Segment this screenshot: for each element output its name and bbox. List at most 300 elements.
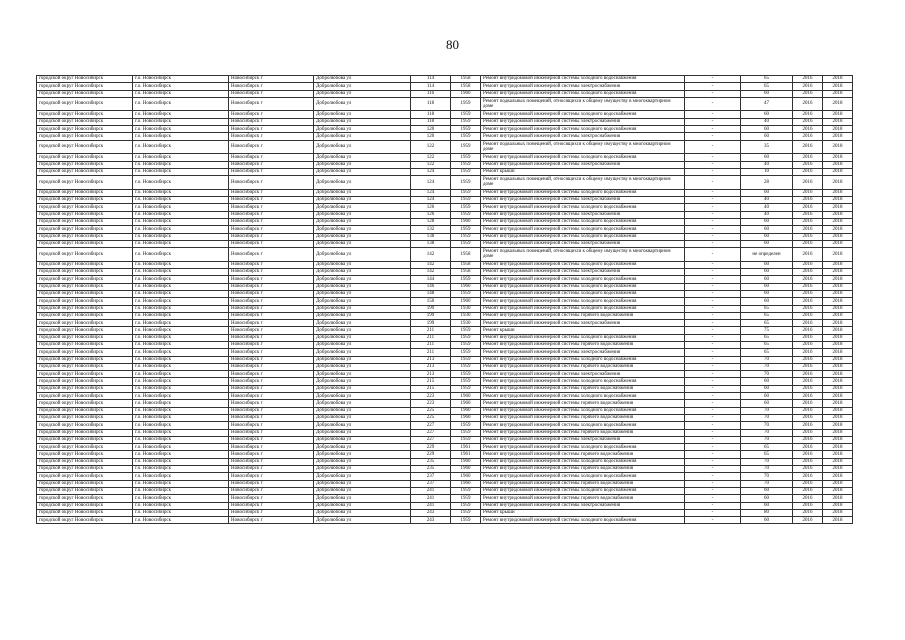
district-cell: г.о. Новосибирск xyxy=(133,487,229,494)
city-cell: Новосибирск г xyxy=(229,414,314,421)
city-cell: Новосибирск г xyxy=(229,126,314,133)
district-cell: г.о. Новосибирск xyxy=(133,385,229,392)
table-row xyxy=(37,276,853,283)
year-built-cell: 1959 xyxy=(451,168,481,175)
dash-cell: - xyxy=(685,495,741,502)
table-row xyxy=(37,466,853,473)
year-built-cell: 1959 xyxy=(451,436,481,443)
municipality-cell: городской округ Новосибирск xyxy=(37,298,133,305)
value-cell: 40 xyxy=(741,161,793,168)
district-cell: г.о. Новосибирск xyxy=(133,126,229,133)
city-cell: Новосибирск г xyxy=(229,400,314,407)
dash-cell: - xyxy=(685,261,741,268)
year-built-cell: 1959 xyxy=(451,509,481,516)
work-type-cell: Ремонт внутридомовой инженерной системы горячего водоснабжения xyxy=(481,466,685,473)
house-number-cell: 229 xyxy=(411,451,451,458)
house-number-cell: 237 xyxy=(411,480,451,487)
table-row xyxy=(37,444,853,451)
district-cell: г.о. Новосибирск xyxy=(133,502,229,509)
street-cell: Добролюбова ул xyxy=(314,458,411,465)
street-cell: Добролюбова ул xyxy=(314,356,411,363)
table-row xyxy=(37,83,853,90)
value-cell: 40 xyxy=(741,204,793,211)
house-number-cell: 213 xyxy=(411,363,451,370)
municipality-cell: городской округ Новосибирск xyxy=(37,176,133,190)
municipality-cell: городской округ Новосибирск xyxy=(37,111,133,118)
street-cell: Добролюбова ул xyxy=(314,305,411,312)
municipality-cell: городской округ Новосибирск xyxy=(37,487,133,494)
street-cell: Добролюбова ул xyxy=(314,320,411,327)
end-year-cell: 2018 xyxy=(823,327,853,334)
table-row xyxy=(37,349,853,356)
year-built-cell: 1959 xyxy=(451,341,481,348)
municipality-cell: городской округ Новосибирск xyxy=(37,407,133,414)
work-type-cell: Ремонт подвальных помещений, относящихся к общему имуществу в многоквартирном доме xyxy=(481,248,685,262)
value-cell: 65 xyxy=(741,334,793,341)
street-cell: Добролюбова ул xyxy=(314,429,411,436)
year-built-cell: 1959 xyxy=(451,176,481,190)
value-cell: 60 xyxy=(741,126,793,133)
dash-cell: - xyxy=(685,189,741,196)
district-cell: г.о. Новосибирск xyxy=(133,111,229,118)
value-cell: 70 xyxy=(741,466,793,473)
start-year-cell: 2016 xyxy=(793,168,823,175)
street-cell: Добролюбова ул xyxy=(314,414,411,421)
value-cell: 35 xyxy=(741,140,793,154)
street-cell: Добролюбова ул xyxy=(314,204,411,211)
dash-cell: - xyxy=(685,269,741,276)
house-number-cell: 199 xyxy=(411,320,451,327)
end-year-cell: 2018 xyxy=(823,248,853,262)
value-cell: 60 xyxy=(741,261,793,268)
city-cell: Новосибирск г xyxy=(229,487,314,494)
house-number-cell: 124 xyxy=(411,168,451,175)
end-year-cell: 2018 xyxy=(823,495,853,502)
dash-cell: - xyxy=(685,400,741,407)
end-year-cell: 2018 xyxy=(823,97,853,111)
year-built-cell: 1959 xyxy=(451,154,481,161)
value-cell: 60 xyxy=(741,226,793,233)
value-cell: 75 xyxy=(741,327,793,334)
table-row xyxy=(37,495,853,502)
street-cell: Добролюбова ул xyxy=(314,298,411,305)
house-number-cell: 120 xyxy=(411,133,451,140)
value-cell: 70 xyxy=(741,473,793,480)
dash-cell: - xyxy=(685,298,741,305)
house-number-cell: 227 xyxy=(411,422,451,429)
year-built-cell: 1959 xyxy=(451,118,481,125)
start-year-cell: 2016 xyxy=(793,261,823,268)
table-row xyxy=(37,422,853,429)
start-year-cell: 2016 xyxy=(793,305,823,312)
work-type-cell: Ремонт внутридомовой инженерной системы электроснабжения xyxy=(481,371,685,378)
municipality-cell: городской округ Новосибирск xyxy=(37,204,133,211)
start-year-cell: 2016 xyxy=(793,126,823,133)
district-cell: г.о. Новосибирск xyxy=(133,176,229,190)
municipality-cell: городской округ Новосибирск xyxy=(37,458,133,465)
year-built-cell: 1959 xyxy=(451,276,481,283)
year-built-cell: 1959 xyxy=(451,197,481,204)
dash-cell: - xyxy=(685,140,741,154)
house-number-cell: 142 xyxy=(411,248,451,262)
start-year-cell: 2016 xyxy=(793,341,823,348)
year-built-cell: 1959 xyxy=(451,429,481,436)
year-built-cell: 1959 xyxy=(451,126,481,133)
dash-cell: - xyxy=(685,168,741,175)
value-cell: 70 xyxy=(741,356,793,363)
work-type-cell: Ремонт внутридомовой инженерной системы электроснабжения xyxy=(481,502,685,509)
district-cell: г.о. Новосибирск xyxy=(133,83,229,90)
city-cell: Новосибирск г xyxy=(229,393,314,400)
value-cell: 47 xyxy=(741,97,793,111)
value-cell: 65 xyxy=(741,444,793,451)
year-built-cell: 1960 xyxy=(451,480,481,487)
end-year-cell: 2018 xyxy=(823,111,853,118)
district-cell: г.о. Новосибирск xyxy=(133,283,229,290)
dash-cell: - xyxy=(685,407,741,414)
end-year-cell: 2018 xyxy=(823,356,853,363)
year-built-cell: 1959 xyxy=(451,495,481,502)
value-cell: 60 xyxy=(741,400,793,407)
end-year-cell: 2018 xyxy=(823,407,853,414)
house-number-cell: 241 xyxy=(411,487,451,494)
work-type-cell: Ремонт внутридомовой инженерной системы электроснабжения xyxy=(481,349,685,356)
district-cell: г.о. Новосибирск xyxy=(133,444,229,451)
street-cell: Добролюбова ул xyxy=(314,83,411,90)
table-row xyxy=(37,248,853,262)
work-type-cell: Ремонт внутридомовой инженерной системы холодного водоснабжения xyxy=(481,283,685,290)
street-cell: Добролюбова ул xyxy=(314,197,411,204)
end-year-cell: 2018 xyxy=(823,204,853,211)
start-year-cell: 2016 xyxy=(793,133,823,140)
dash-cell: - xyxy=(685,473,741,480)
city-cell: Новосибирск г xyxy=(229,466,314,473)
city-cell: Новосибирск г xyxy=(229,312,314,319)
work-type-cell: Ремонт внутридомовой инженерной системы холодного водоснабжения xyxy=(481,261,685,268)
year-built-cell: 1959 xyxy=(451,240,481,247)
municipality-cell: городской округ Новосибирск xyxy=(37,385,133,392)
work-type-cell: Ремонт крыши xyxy=(481,168,685,175)
street-cell: Добролюбова ул xyxy=(314,393,411,400)
city-cell: Новосибирск г xyxy=(229,451,314,458)
city-cell: Новосибирск г xyxy=(229,502,314,509)
house-number-cell: 128 xyxy=(411,218,451,225)
municipality-cell: городской округ Новосибирск xyxy=(37,436,133,443)
value-cell: 60 xyxy=(741,276,793,283)
municipality-cell: городской округ Новосибирск xyxy=(37,83,133,90)
house-number-cell: 150 xyxy=(411,298,451,305)
municipality-cell: городской округ Новосибирск xyxy=(37,422,133,429)
street-cell: Добролюбова ул xyxy=(314,312,411,319)
year-built-cell: 1959 xyxy=(451,487,481,494)
table-row xyxy=(37,76,853,83)
dash-cell: - xyxy=(685,451,741,458)
municipality-cell: городской округ Новосибирск xyxy=(37,341,133,348)
street-cell: Добролюбова ул xyxy=(314,334,411,341)
city-cell: Новосибирск г xyxy=(229,83,314,90)
start-year-cell: 2016 xyxy=(793,197,823,204)
city-cell: Новосибирск г xyxy=(229,385,314,392)
dash-cell: - xyxy=(685,233,741,240)
work-type-cell: Ремонт внутридомовой инженерной системы холодного водоснабжения xyxy=(481,189,685,196)
district-cell: г.о. Новосибирск xyxy=(133,334,229,341)
start-year-cell: 2016 xyxy=(793,290,823,297)
table-row xyxy=(37,197,853,204)
house-number-cell: 138 xyxy=(411,240,451,247)
street-cell: Добролюбова ул xyxy=(314,211,411,218)
street-cell: Добролюбова ул xyxy=(314,168,411,175)
table-row xyxy=(37,298,853,305)
house-number-cell: 120 xyxy=(411,126,451,133)
work-type-cell: Ремонт внутридомовой инженерной системы горячего водоснабжения xyxy=(481,495,685,502)
end-year-cell: 2018 xyxy=(823,466,853,473)
year-built-cell: 1959 xyxy=(451,140,481,154)
work-type-cell: Ремонт крыши xyxy=(481,509,685,516)
municipality-cell: городской округ Новосибирск xyxy=(37,400,133,407)
value-cell: 60 xyxy=(741,298,793,305)
house-number-cell: 215 xyxy=(411,378,451,385)
street-cell: Добролюбова ул xyxy=(314,97,411,111)
city-cell: Новосибирск г xyxy=(229,168,314,175)
year-built-cell: 1959 xyxy=(451,334,481,341)
street-cell: Добролюбова ул xyxy=(314,327,411,334)
start-year-cell: 2016 xyxy=(793,240,823,247)
dash-cell: - xyxy=(685,393,741,400)
dash-cell: - xyxy=(685,226,741,233)
municipality-cell: городской округ Новосибирск xyxy=(37,334,133,341)
city-cell: Новосибирск г xyxy=(229,444,314,451)
street-cell: Добролюбова ул xyxy=(314,451,411,458)
street-cell: Добролюбова ул xyxy=(314,176,411,190)
start-year-cell: 2016 xyxy=(793,487,823,494)
city-cell: Новосибирск г xyxy=(229,327,314,334)
work-type-cell: Ремонт внутридомовой инженерной системы холодного водоснабжения xyxy=(481,154,685,161)
municipality-cell: городской округ Новосибирск xyxy=(37,429,133,436)
year-built-cell: 1959 xyxy=(451,111,481,118)
year-built-cell: 1959 xyxy=(451,226,481,233)
city-cell: Новосибирск г xyxy=(229,261,314,268)
dash-cell: - xyxy=(685,176,741,190)
dash-cell: - xyxy=(685,502,741,509)
city-cell: Новосибирск г xyxy=(229,495,314,502)
year-built-cell: 1930 xyxy=(451,320,481,327)
house-number-cell: 235 xyxy=(411,466,451,473)
year-built-cell: 1959 xyxy=(451,356,481,363)
table-row xyxy=(37,480,853,487)
start-year-cell: 2016 xyxy=(793,248,823,262)
end-year-cell: 2018 xyxy=(823,414,853,421)
district-cell: г.о. Новосибирск xyxy=(133,451,229,458)
work-type-cell: Ремонт внутридомовой инженерной системы холодного водоснабжения xyxy=(481,378,685,385)
city-cell: Новосибирск г xyxy=(229,189,314,196)
street-cell: Добролюбова ул xyxy=(314,90,411,97)
house-number-cell: 126 xyxy=(411,204,451,211)
value-cell: 65 xyxy=(741,305,793,312)
value-cell: 65 xyxy=(741,320,793,327)
dash-cell: - xyxy=(685,429,741,436)
city-cell: Новосибирск г xyxy=(229,90,314,97)
value-cell: 60 xyxy=(741,233,793,240)
year-built-cell: 1960 xyxy=(451,473,481,480)
municipality-cell: городской округ Новосибирск xyxy=(37,261,133,268)
dash-cell: - xyxy=(685,327,741,334)
house-number-cell: 211 xyxy=(411,327,451,334)
start-year-cell: 2016 xyxy=(793,400,823,407)
year-built-cell: 1959 xyxy=(451,97,481,111)
work-type-cell: Ремонт внутридомовой инженерной системы электроснабжения xyxy=(481,118,685,125)
table-row xyxy=(37,429,853,436)
dash-cell: - xyxy=(685,436,741,443)
municipality-cell: городской округ Новосибирск xyxy=(37,133,133,140)
work-type-cell: Ремонт внутридомовой инженерной системы горячего водоснабжения xyxy=(481,429,685,436)
value-cell: 60 xyxy=(741,111,793,118)
municipality-cell: городской округ Новосибирск xyxy=(37,517,133,524)
end-year-cell: 2018 xyxy=(823,349,853,356)
district-cell: г.о. Новосибирск xyxy=(133,90,229,97)
district-cell: г.о. Новосибирск xyxy=(133,422,229,429)
district-cell: г.о. Новосибирск xyxy=(133,320,229,327)
dash-cell: - xyxy=(685,517,741,524)
dash-cell: - xyxy=(685,90,741,97)
house-number-cell: 122 xyxy=(411,140,451,154)
street-cell: Добролюбова ул xyxy=(314,407,411,414)
start-year-cell: 2016 xyxy=(793,509,823,516)
house-number-cell: 118 xyxy=(411,118,451,125)
end-year-cell: 2018 xyxy=(823,133,853,140)
start-year-cell: 2016 xyxy=(793,211,823,218)
table-row xyxy=(37,517,853,524)
city-cell: Новосибирск г xyxy=(229,276,314,283)
work-type-cell: Ремонт внутридомовой инженерной системы электроснабжения xyxy=(481,133,685,140)
table-row xyxy=(37,393,853,400)
work-type-cell: Ремонт внутридомовой инженерной системы холодного водоснабжения xyxy=(481,422,685,429)
municipality-cell: городской округ Новосибирск xyxy=(37,480,133,487)
district-cell: г.о. Новосибирск xyxy=(133,248,229,262)
year-built-cell: 1959 xyxy=(451,363,481,370)
table-row xyxy=(37,161,853,168)
value-cell: 60 xyxy=(741,502,793,509)
work-type-cell: Ремонт внутридомовой инженерной системы электроснабжения xyxy=(481,320,685,327)
table-row xyxy=(37,111,853,118)
dash-cell: - xyxy=(685,334,741,341)
city-cell: Новосибирск г xyxy=(229,118,314,125)
end-year-cell: 2018 xyxy=(823,218,853,225)
end-year-cell: 2018 xyxy=(823,126,853,133)
start-year-cell: 2016 xyxy=(793,349,823,356)
house-number-cell: 229 xyxy=(411,444,451,451)
start-year-cell: 2016 xyxy=(793,414,823,421)
table-row xyxy=(37,269,853,276)
city-cell: Новосибирск г xyxy=(229,176,314,190)
district-cell: г.о. Новосибирск xyxy=(133,276,229,283)
street-cell: Добролюбова ул xyxy=(314,371,411,378)
end-year-cell: 2018 xyxy=(823,451,853,458)
dash-cell: - xyxy=(685,154,741,161)
district-cell: г.о. Новосибирск xyxy=(133,261,229,268)
district-cell: г.о. Новосибирск xyxy=(133,436,229,443)
municipality-cell: городской округ Новосибирск xyxy=(37,76,133,83)
end-year-cell: 2018 xyxy=(823,233,853,240)
municipality-cell: городской округ Новосибирск xyxy=(37,118,133,125)
district-cell: г.о. Новосибирск xyxy=(133,473,229,480)
work-type-cell: Ремонт внутридомовой инженерной системы горячего водоснабжения xyxy=(481,341,685,348)
house-number-cell: 116 xyxy=(411,90,451,97)
table-row xyxy=(37,363,853,370)
district-cell: г.о. Новосибирск xyxy=(133,133,229,140)
work-type-cell: Ремонт внутридомовой инженерной системы холодного водоснабжения xyxy=(481,517,685,524)
municipality-cell: городской округ Новосибирск xyxy=(37,393,133,400)
dash-cell: - xyxy=(685,211,741,218)
end-year-cell: 2018 xyxy=(823,473,853,480)
value-cell: 60 xyxy=(741,495,793,502)
street-cell: Добролюбова ул xyxy=(314,509,411,516)
end-year-cell: 2018 xyxy=(823,76,853,83)
year-built-cell: 1958 xyxy=(451,83,481,90)
dash-cell: - xyxy=(685,371,741,378)
table-row xyxy=(37,458,853,465)
dash-cell: - xyxy=(685,320,741,327)
city-cell: Новосибирск г xyxy=(229,248,314,262)
municipality-cell: городской округ Новосибирск xyxy=(37,283,133,290)
city-cell: Новосибирск г xyxy=(229,371,314,378)
work-type-cell: Ремонт внутридомовой инженерной системы электроснабжения xyxy=(481,436,685,443)
street-cell: Добролюбова ул xyxy=(314,349,411,356)
work-type-cell: Ремонт внутридомовой инженерной системы холодного водоснабжения xyxy=(481,204,685,211)
work-type-cell: Ремонт внутридомовой инженерной системы горячего водоснабжения xyxy=(481,414,685,421)
end-year-cell: 2018 xyxy=(823,118,853,125)
end-year-cell: 2018 xyxy=(823,378,853,385)
work-type-cell: Ремонт внутридомовой инженерной системы горячего водоснабжения xyxy=(481,400,685,407)
table-row xyxy=(37,140,853,154)
street-cell: Добролюбова ул xyxy=(314,283,411,290)
district-cell: г.о. Новосибирск xyxy=(133,97,229,111)
year-built-cell: 1930 xyxy=(451,305,481,312)
value-cell: 70 xyxy=(741,422,793,429)
district-cell: г.о. Новосибирск xyxy=(133,517,229,524)
year-built-cell: 1959 xyxy=(451,517,481,524)
end-year-cell: 2018 xyxy=(823,90,853,97)
year-built-cell: 1959 xyxy=(451,133,481,140)
table-row xyxy=(37,126,853,133)
city-cell: Новосибирск г xyxy=(229,197,314,204)
start-year-cell: 2016 xyxy=(793,334,823,341)
house-number-cell: 243 xyxy=(411,509,451,516)
end-year-cell: 2018 xyxy=(823,168,853,175)
house-number-cell: 213 xyxy=(411,356,451,363)
work-type-cell: Ремонт внутридомовой инженерной системы электроснабжения xyxy=(481,83,685,90)
work-type-cell: Ремонт внутридомовой инженерной системы холодного водоснабжения xyxy=(481,444,685,451)
value-cell: 40 xyxy=(741,197,793,204)
table-row xyxy=(37,118,853,125)
year-built-cell: 1959 xyxy=(451,385,481,392)
table-row xyxy=(37,305,853,312)
work-type-cell: Ремонт внутридомовой инженерной системы холодного водоснабжения xyxy=(481,226,685,233)
value-cell: 70 xyxy=(741,363,793,370)
year-built-cell: 1961 xyxy=(451,444,481,451)
start-year-cell: 2016 xyxy=(793,327,823,334)
dash-cell: - xyxy=(685,349,741,356)
value-cell: 65 xyxy=(741,76,793,83)
district-cell: г.о. Новосибирск xyxy=(133,161,229,168)
table-row xyxy=(37,204,853,211)
start-year-cell: 2016 xyxy=(793,140,823,154)
city-cell: Новосибирск г xyxy=(229,509,314,516)
municipality-cell: городской округ Новосибирск xyxy=(37,363,133,370)
value-cell: 70 xyxy=(741,429,793,436)
house-number-cell: 124 xyxy=(411,197,451,204)
table-row xyxy=(37,414,853,421)
year-built-cell: 1959 xyxy=(451,378,481,385)
